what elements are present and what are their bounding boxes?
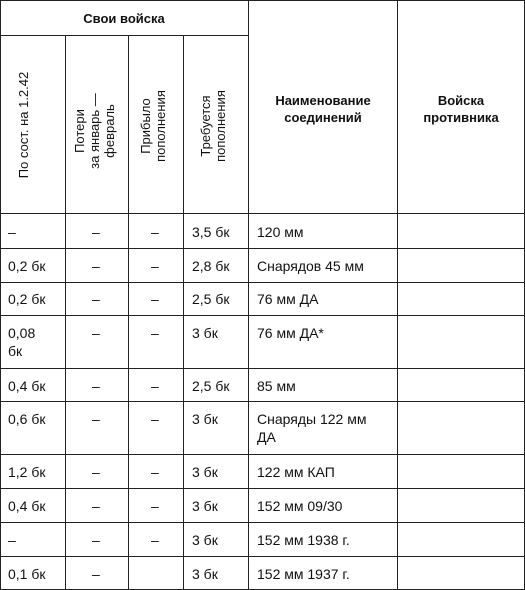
cell-arrived: – [151, 498, 159, 514]
cell-required: 3 бк [192, 411, 218, 427]
column-header-losses: Потери за январь — февраль [72, 93, 117, 169]
column-divider [397, 0, 398, 590]
column-divider [248, 0, 249, 590]
cell-losses: – [92, 258, 100, 274]
column-header-status: По сост. на 1.2.42 [16, 71, 31, 179]
cell-status: 1,2 бк [8, 464, 46, 480]
row-divider [0, 248, 525, 249]
cell-losses: – [92, 498, 100, 514]
cell-unit-name: 85 мм [257, 378, 296, 394]
cell-required: 3,5 бк [192, 224, 230, 240]
cell-required: 3 бк [192, 325, 218, 341]
cell-unit-name: 76 мм ДА [257, 291, 319, 307]
row-divider [0, 282, 525, 283]
column-divider [183, 36, 184, 590]
row-divider [0, 368, 525, 369]
cell-arrived: – [151, 378, 159, 394]
cell-status: – [8, 224, 16, 240]
cell-losses: – [92, 378, 100, 394]
row-divider [0, 556, 525, 557]
cell-unit-name: 120 мм [257, 224, 304, 240]
row-divider [0, 315, 525, 316]
cell-status: 0,2 бк [8, 291, 46, 307]
cell-unit-name: 152 мм 1938 г. [257, 532, 350, 548]
cell-arrived: – [151, 224, 159, 240]
cell-arrived: – [151, 411, 159, 427]
cell-required: 2,5 бк [192, 378, 230, 394]
cell-arrived: – [151, 258, 159, 274]
column-header-enemy: Войска противника [423, 93, 499, 125]
cell-losses: – [92, 532, 100, 548]
cell-arrived: – [151, 325, 159, 341]
cell-required: 3 бк [192, 532, 218, 548]
row-divider [0, 488, 525, 489]
cell-required: 2,8 бк [192, 258, 230, 274]
cell-unit-name: 152 мм 09/30 [257, 498, 343, 514]
cell-status: 0,4 бк [8, 498, 46, 514]
cell-required: 3 бк [192, 464, 218, 480]
cell-unit-name: 122 мм КАП [257, 464, 335, 480]
cell-required: 3 бк [192, 498, 218, 514]
cell-unit-name: Снаряды 122 мм ДА [257, 411, 367, 445]
column-header-arrived: Прибыло пополнения [138, 90, 168, 162]
row-divider [0, 522, 525, 523]
table-border-left [0, 0, 1, 590]
cell-status: – [8, 532, 16, 548]
cell-losses: – [92, 224, 100, 240]
cell-status: 0,08 бк [8, 325, 36, 359]
row-divider [0, 454, 525, 455]
cell-losses: – [92, 291, 100, 307]
group-title-own-forces: Свои войска [83, 11, 165, 26]
cell-losses: – [92, 566, 100, 582]
cell-arrived: – [151, 532, 159, 548]
cell-status: 0,2 бк [8, 258, 46, 274]
cell-status: 0,6 бк [8, 411, 46, 427]
column-divider [128, 36, 129, 590]
cell-unit-name: 152 мм 1937 г. [257, 566, 350, 582]
cell-required: 2,5 бк [192, 291, 230, 307]
cell-losses: – [92, 464, 100, 480]
cell-unit-name: 76 мм ДА* [257, 325, 324, 341]
column-header-required: Требуется пополнения [198, 90, 228, 162]
column-divider [65, 36, 66, 590]
column-header-units: Наименование соединений [275, 93, 371, 125]
cell-losses: – [92, 411, 100, 427]
cell-arrived: – [151, 464, 159, 480]
cell-required: 3 бк [192, 566, 218, 582]
cell-status: 0,1 бк [8, 566, 46, 582]
cell-losses: – [92, 325, 100, 341]
row-divider [0, 401, 525, 402]
cell-unit-name: Снарядов 45 мм [257, 258, 364, 274]
cell-arrived: – [151, 291, 159, 307]
cell-status: 0,4 бк [8, 378, 46, 394]
table-border-top [0, 0, 525, 1]
